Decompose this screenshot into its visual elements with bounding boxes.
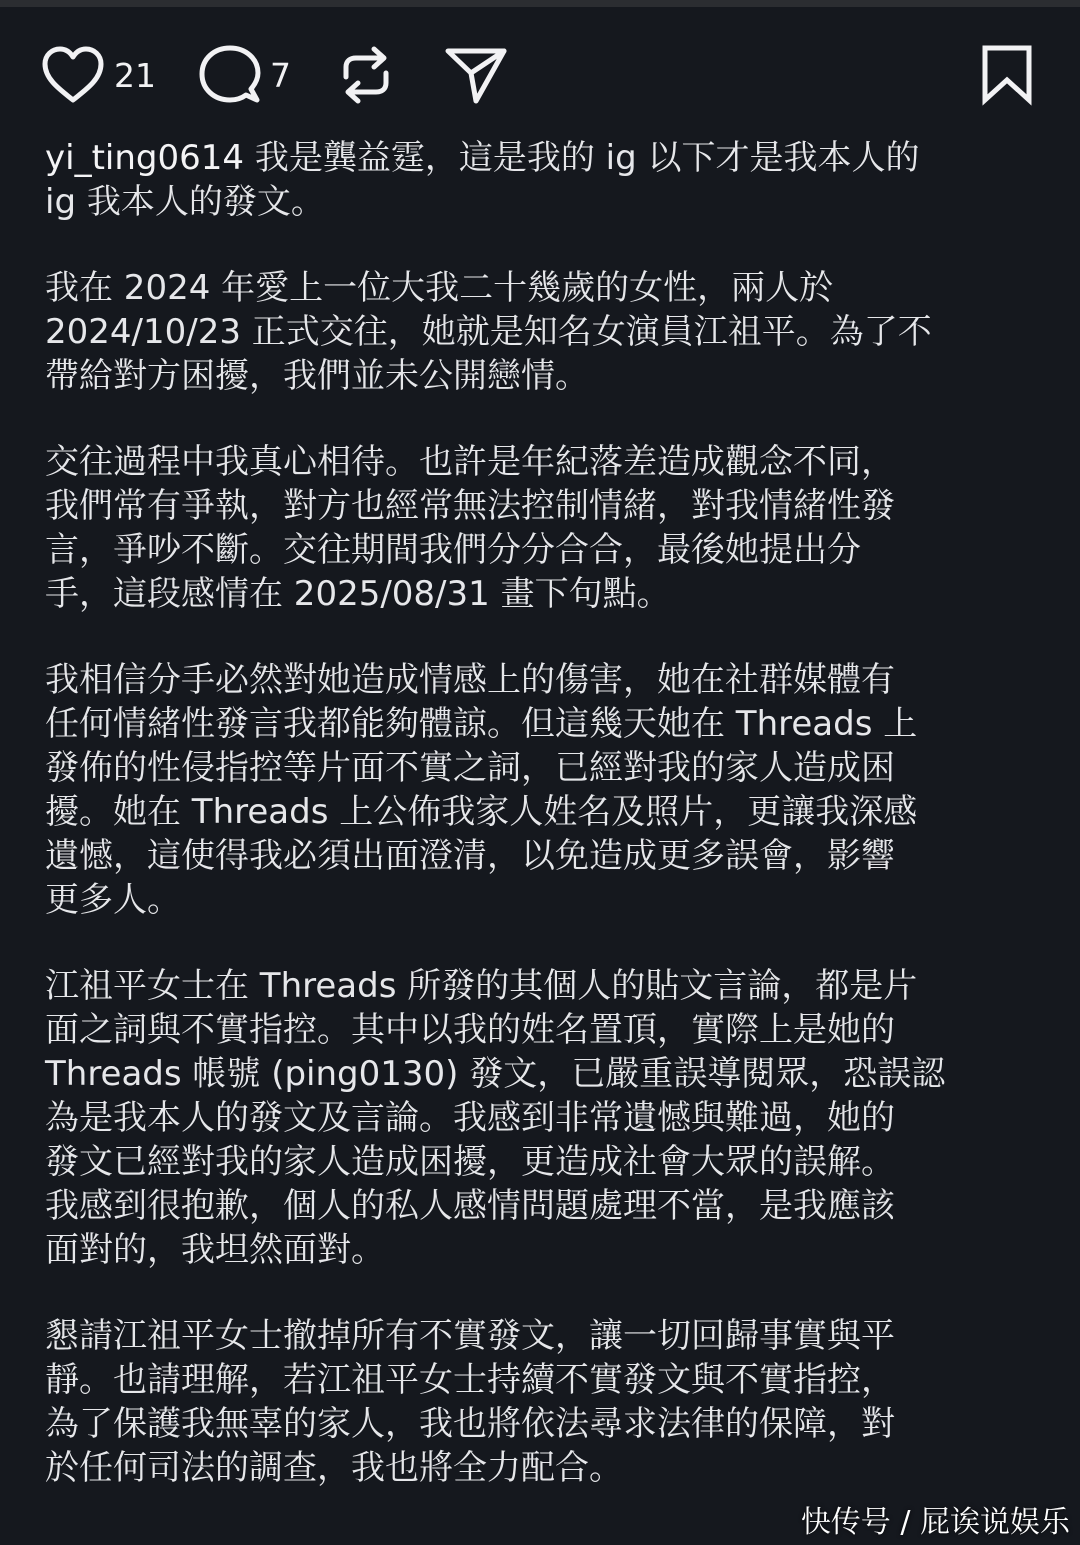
comment-bubble-icon [198, 43, 262, 107]
top-edge-bar [0, 0, 1080, 7]
caption-paragraph-2: 我在 2024 年愛上一位大我二十幾歲的女性，兩人於 2024/10/23 正式交往，她就是知名女演員江祖平。為了不 帶給對方困擾，我們並未公開戀情。 [45, 268, 932, 396]
caption-paragraph-3: 交往過程中我真心相待。也許是年紀落差造成觀念不同， 我們常有爭執，對方也經常無法控制情緒，對我情緒性發 言，爭吵不斷。交往期間我們分分合合，最後她提出分 手，這段感情在 2025/08/31 畫下句點。 [45, 442, 895, 614]
comment-button[interactable] [198, 40, 291, 110]
caption-paragraph-6: 懇請江祖平女士撤掉所有不實發文，讓一切回歸事實與平 靜。也請理解，若江祖平女士持續不實發文與不實指控， 為了保護我無辜的家人，我也將依法尋求法律的保障，對 於任何司法的調查，我也將全力配合。 [45, 1316, 895, 1488]
send-icon [444, 43, 508, 107]
watermark: 快传号 / 屁诶说娱乐 [800, 1505, 1070, 1540]
post-caption [45, 136, 1030, 1532]
save-button[interactable] [980, 40, 1034, 110]
comment-count: 7 [270, 55, 291, 95]
caption-paragraph-1-text: 我是龔益霆，這是我的 ig 以下才是我本人的 ig 我本人的發文。 [45, 138, 920, 222]
share-button[interactable] [444, 40, 508, 110]
username-link[interactable]: yi_ting0614 [45, 138, 245, 178]
repost-button[interactable] [338, 40, 394, 110]
repost-icon [338, 43, 394, 107]
heart-icon [40, 44, 106, 106]
bookmark-icon [980, 44, 1034, 106]
post-action-bar [40, 40, 1040, 110]
like-count: 21 [114, 55, 156, 95]
caption-paragraph-5: 江祖平女士在 Threads 所發的其個人的貼文言論，都是片 面之詞與不實指控。其中以我的姓名置頂，實際上是她的 Threads 帳號 (ping0130) 發文，已嚴重誤導閱眾，恐誤認 為是我本人的發文及言論。我感到非常遺憾與難過，她的 發文已經對我的家人造成困擾，更造成社會大眾的誤解。 我感到很抱歉，個人的私人感情問題處理不當，是我應該 面對的，我坦然面對。 [45, 966, 946, 1270]
caption-paragraph-4: 我相信分手必然對她造成情感上的傷害，她在社群媒體有 任何情緒性發言我都能夠體諒。但這幾天她在 Threads 上 發佈的性侵指控等片面不實之詞，已經對我的家人造成困 擾。她在 Threads 上公佈我家人姓名及照片，更讓我深感 遺憾，這使得我必須出面澄清，以免造成更多誤會，影響 更多人。 [45, 660, 918, 920]
caption-paragraph-1 [45, 136, 1030, 224]
like-button[interactable] [40, 40, 156, 110]
